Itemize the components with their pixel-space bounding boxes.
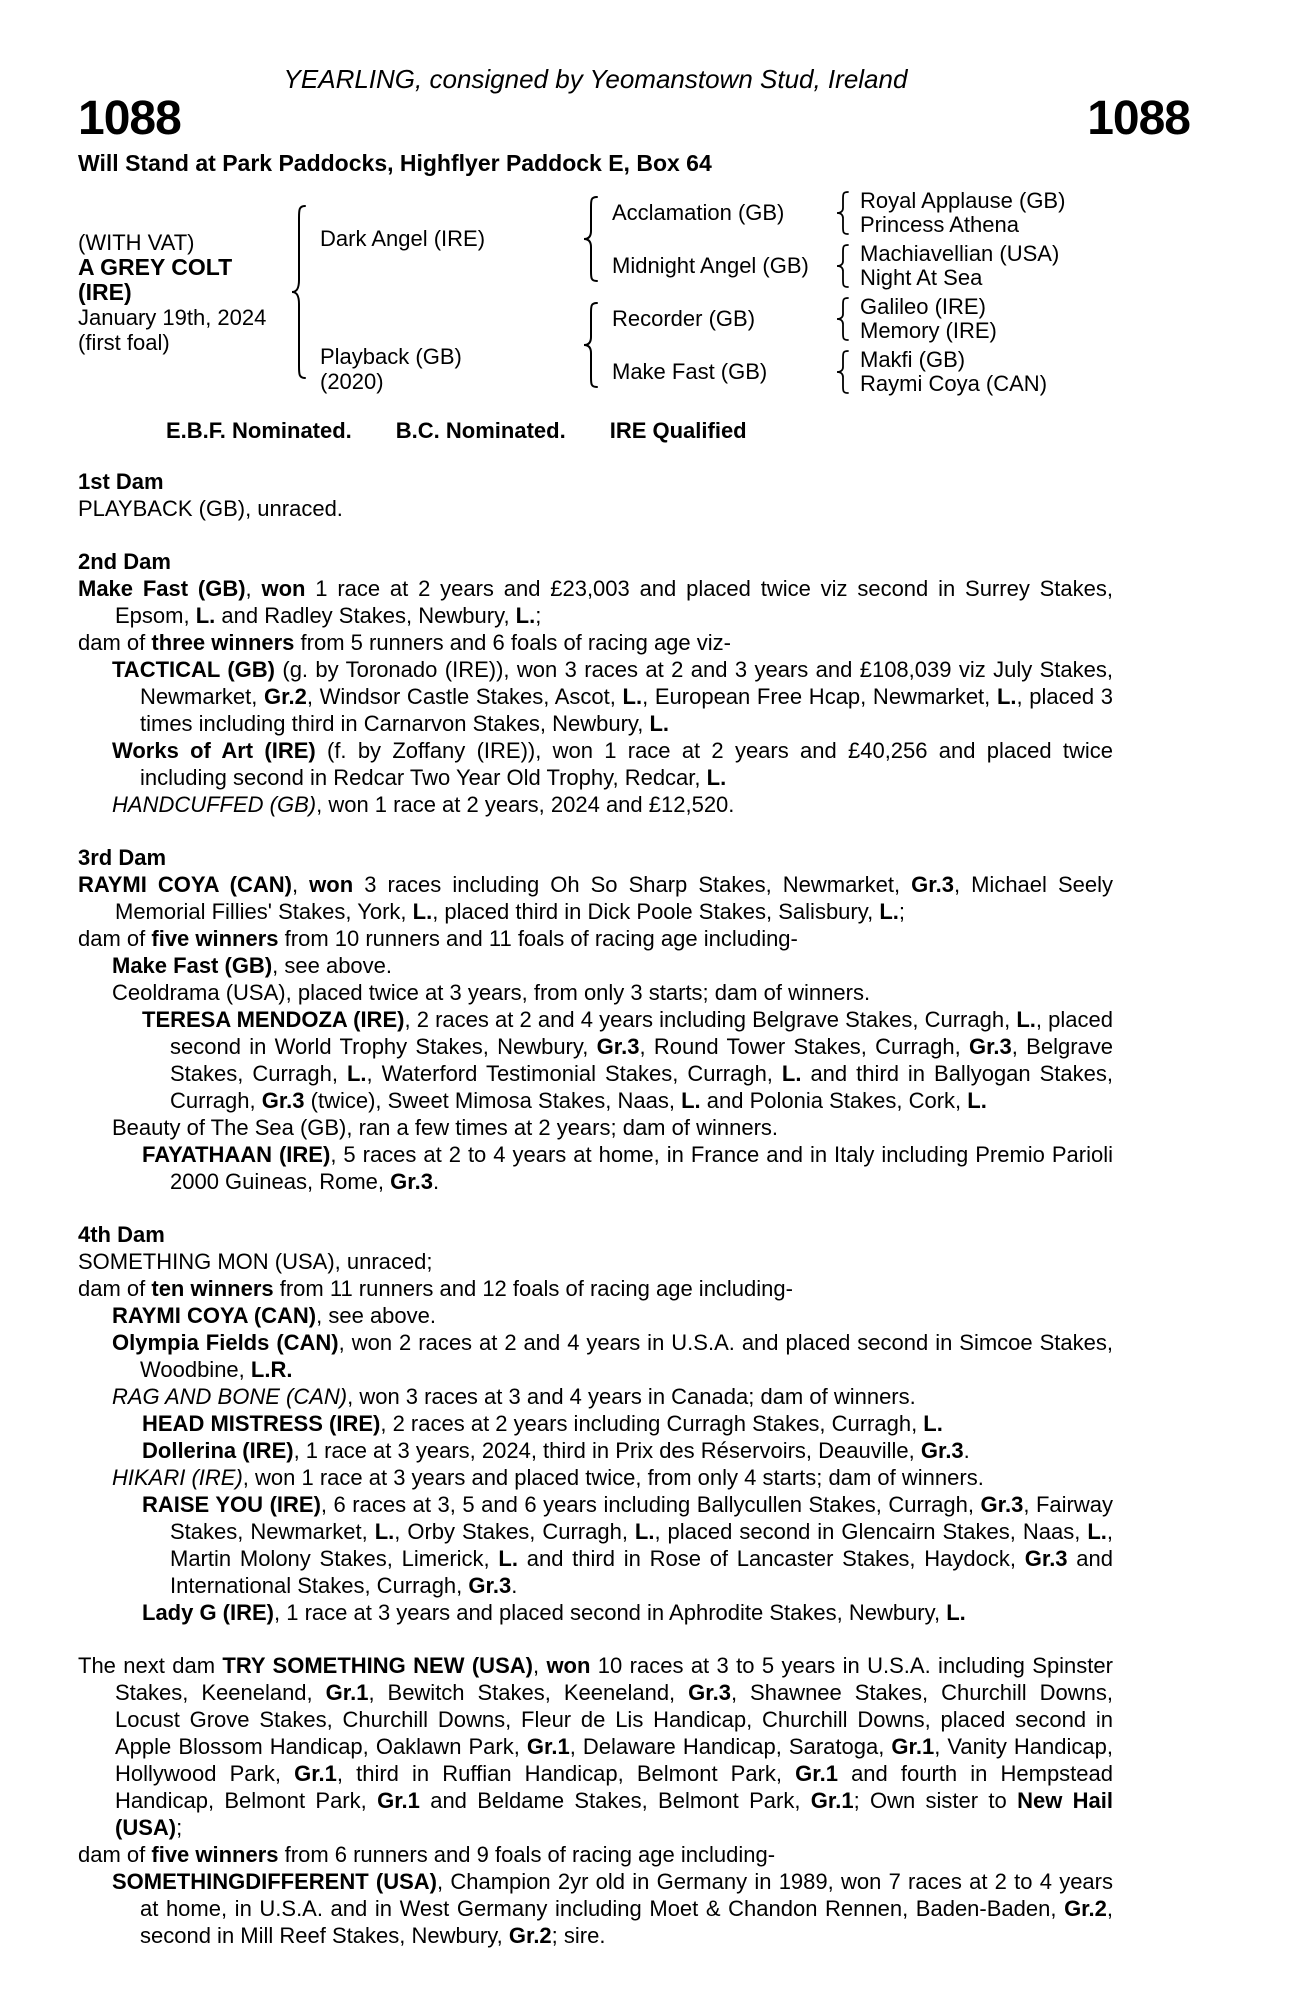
pedigree-paragraph: Make Fast (GB), see above.: [112, 953, 393, 978]
great-grandparent-name: Raymi Coya (CAN): [860, 370, 1048, 396]
pedigree-sections: [78, 468, 1113, 1949]
vat-note: (WITH VAT): [78, 229, 195, 255]
foaling-date: January 19th, 2024: [78, 304, 267, 330]
pedigree-paragraph: Beauty of The Sea (GB), ran a few times at 2 years; dam of winners.: [112, 1115, 779, 1140]
brace-icon: [290, 186, 320, 398]
pedigree-paragraph: TERESA MENDOZA (IRE), 2 races at 2 and 4 years including Belgrave Stakes, Curragh, L., placed second in World Trophy Stakes, Newbury, Gr.3, Round Tower Stakes, Curragh, Gr.3, Belgrave Stakes, Curragh, L., Waterford Testimonial Stakes, Curragh, L. and third in Ballyogan Stakes, Curragh, Gr.3 (twice), Sweet Mimosa Stakes, Naas, L. and Polonia Stakes, Cork, L.: [142, 1007, 1114, 1113]
catalogue-section: [78, 468, 1113, 522]
pedigree-subject: [78, 186, 290, 398]
dam-cell: [320, 290, 582, 398]
great-grandparent-name: Galileo (IRE): [860, 293, 986, 319]
catalogue-section: [78, 1652, 1113, 1949]
pedigree-generation-3: [860, 186, 1190, 398]
grandparent-name: Acclamation (GB): [612, 199, 785, 225]
pedigree-paragraph: Make Fast (GB), won 1 race at 2 years and £23,003 and placed twice viz second in Surrey Stakes, Epsom, L. and Radley Stakes, Newbury, L.;: [78, 576, 1113, 628]
nomination-bc: B.C. Nominated.: [395, 418, 566, 443]
pedigree-paragraph: RAYMI COYA (CAN), see above.: [112, 1303, 437, 1328]
stand-location: Will Stand at Park Paddocks, Highflyer Paddock E, Box 64: [78, 150, 712, 176]
section-heading: 3rd Dam: [78, 845, 167, 870]
lot-number-right: 1088: [1087, 92, 1190, 145]
catalogue-section: [78, 548, 1113, 818]
brace-icon: [834, 345, 860, 398]
great-grandparent-name: Royal Applause (GB): [860, 187, 1066, 213]
pedigree-paragraph: dam of five winners from 10 runners and 11 foals of racing age including-: [78, 926, 798, 951]
pedigree-paragraph: HEAD MISTRESS (IRE), 2 races at 2 years including Curragh Stakes, Curragh, L.: [142, 1411, 943, 1436]
dam-name: Playback (GB): [320, 344, 462, 369]
lot-number-left: 1088: [78, 92, 181, 145]
grandparent-name: Midnight Angel (GB): [612, 252, 809, 278]
section-heading: 2nd Dam: [78, 549, 171, 574]
pedigree-paragraph: Ceoldrama (USA), placed twice at 3 years, from only 3 starts; dam of winners.: [112, 980, 871, 1005]
pedigree-paragraph: HIKARI (IRE), won 1 race at 3 years and placed twice, from only 4 starts; dam of winners.: [112, 1465, 984, 1490]
pedigree-paragraph: Dollerina (IRE), 1 race at 3 years, 2024, third in Prix des Réservoirs, Deauville, Gr.3.: [142, 1438, 970, 1463]
pedigree-paragraph: dam of ten winners from 11 runners and 12 foals of racing age including-: [78, 1276, 793, 1301]
pedigree-paragraph: The next dam TRY SOMETHING NEW (USA), won 10 races at 3 to 5 years in U.S.A. including Spinster Stakes, Keeneland, Gr.1, Bewitch Stakes, Keeneland, Gr.3, Shawnee Stakes, Churchill Downs, Locust Grove Stakes, Churchill Downs, Fleur de Lis Handicap, Churchill Downs, placed second in Apple Blossom Handicap, Oaklawn Park, Gr.1, Delaware Handicap, Saratoga, Gr.1, Vanity Handicap, Hollywood Park, Gr.1, third in Ruffian Handicap, Belmont Park, Gr.1 and fourth in Hempstead Handicap, Belmont Park, Gr.1 and Beldame Stakes, Belmont Park, Gr.1; Own sister to New Hail (USA);: [78, 1653, 1113, 1840]
pedigree-paragraph: PLAYBACK (GB), unraced.: [78, 496, 343, 521]
nomination-ire: IRE Qualified: [609, 418, 747, 443]
subject-name: A GREY COLT (IRE): [78, 253, 233, 305]
pedigree-paragraph: HANDCUFFED (GB), won 1 race at 2 years, 2024 and £12,520.: [112, 792, 735, 817]
sire-name: Dark Angel (IRE): [320, 225, 486, 251]
catalogue-section: [78, 844, 1113, 1195]
sire-cell: [320, 186, 582, 290]
brace-icon: [582, 186, 612, 292]
grandparent-name: Make Fast (GB): [612, 358, 768, 384]
pedigree-paragraph: TACTICAL (GB) (g. by Toronado (IRE)), won 3 races at 2 and 3 years and £108,039 viz July Stakes, Newmarket, Gr.2, Windsor Castle Stakes, Ascot, L., European Free Hcap, Newmarket, L., placed 3 times including third in Carnarvon Stakes, Newbury, L.: [112, 657, 1113, 736]
brace-icon: [582, 292, 612, 398]
great-grandparent-name: Night At Sea: [860, 264, 983, 290]
great-grandparent-name: Makfi (GB): [860, 346, 966, 372]
pedigree-paragraph: RAYMI COYA (CAN), won 3 races including Oh So Sharp Stakes, Newmarket, Gr.3, Michael Seely Memorial Fillies' Stakes, York, L., placed third in Dick Poole Stakes, Salisbury, L.;: [78, 872, 1113, 924]
pedigree-paragraph: Works of Art (IRE) (f. by Zoffany (IRE)), won 1 race at 2 years and £40,256 and placed twice including second in Redcar Two Year Old Trophy, Redcar, L.: [112, 738, 1113, 790]
pedigree-paragraph: Olympia Fields (CAN), won 2 races at 2 and 4 years in U.S.A. and placed second in Simcoe Stakes, Woodbine, L.R.: [112, 1330, 1113, 1382]
brace-icon: [834, 292, 860, 345]
lot-number-row: [78, 92, 1190, 145]
grandparent-name: Recorder (GB): [612, 305, 756, 331]
nomination-ebf: E.B.F. Nominated.: [166, 418, 352, 443]
foal-note: (first foal): [78, 329, 170, 355]
pedigree-paragraph: RAG AND BONE (CAN), won 3 races at 3 and 4 years in Canada; dam of winners.: [112, 1384, 916, 1409]
brace-icon: [834, 239, 860, 292]
pedigree-braces-2: [582, 186, 612, 398]
pedigree-generation-2: [612, 186, 834, 398]
section-heading: 4th Dam: [78, 1222, 165, 1247]
pedigree-paragraph: RAISE YOU (IRE), 6 races at 3, 5 and 6 years including Ballycullen Stakes, Curragh, Gr.3, Fairway Stakes, Newmarket, L., Orby Stakes, Curragh, L., placed second in Glencairn Stakes, Naas, L., Martin Molony Stakes, Limerick, L. and third in Rose of Lancaster Stakes, Haydock, Gr.3 and International Stakes, Curragh, Gr.3.: [142, 1492, 1113, 1598]
great-grandparent-name: Memory (IRE): [860, 317, 997, 343]
pedigree-paragraph: Lady G (IRE), 1 race at 3 years and placed second in Aphrodite Stakes, Newbury, L.: [142, 1600, 966, 1625]
pedigree-generation-1: [320, 186, 582, 398]
pedigree-paragraph: dam of three winners from 5 runners and 6 foals of racing age viz-: [78, 630, 731, 655]
nominations-row: [78, 418, 1190, 444]
catalogue-section: [78, 1221, 1113, 1626]
brace-icon: [834, 186, 860, 239]
pedigree-braces-3: [834, 186, 860, 398]
pedigree-paragraph: FAYATHAAN (IRE), 5 races at 2 to 4 years at home, in France and in Italy including Premio Parioli 2000 Guineas, Rome, Gr.3.: [142, 1142, 1114, 1194]
pedigree-table: [78, 186, 1190, 398]
pedigree-paragraph: SOMETHINGDIFFERENT (USA), Champion 2yr old in Germany in 1989, won 7 races at 2 to 4 years at home, in U.S.A. and in West Germany including Moet & Chandon Rennen, Baden-Baden, Gr.2, second in Mill Reef Stakes, Newbury, Gr.2; sire.: [112, 1869, 1113, 1948]
dam-year: (2020): [320, 369, 384, 394]
consignor-note: YEARLING, consigned by Yeomanstown Stud, Ireland: [283, 64, 908, 94]
pedigree-paragraph: SOMETHING MON (USA), unraced;: [78, 1249, 433, 1274]
pedigree-paragraph: dam of five winners from 6 runners and 9 foals of racing age including-: [78, 1842, 776, 1867]
great-grandparent-name: Machiavellian (USA): [860, 240, 1060, 266]
section-heading: 1st Dam: [78, 469, 164, 494]
great-grandparent-name: Princess Athena: [860, 211, 1019, 237]
